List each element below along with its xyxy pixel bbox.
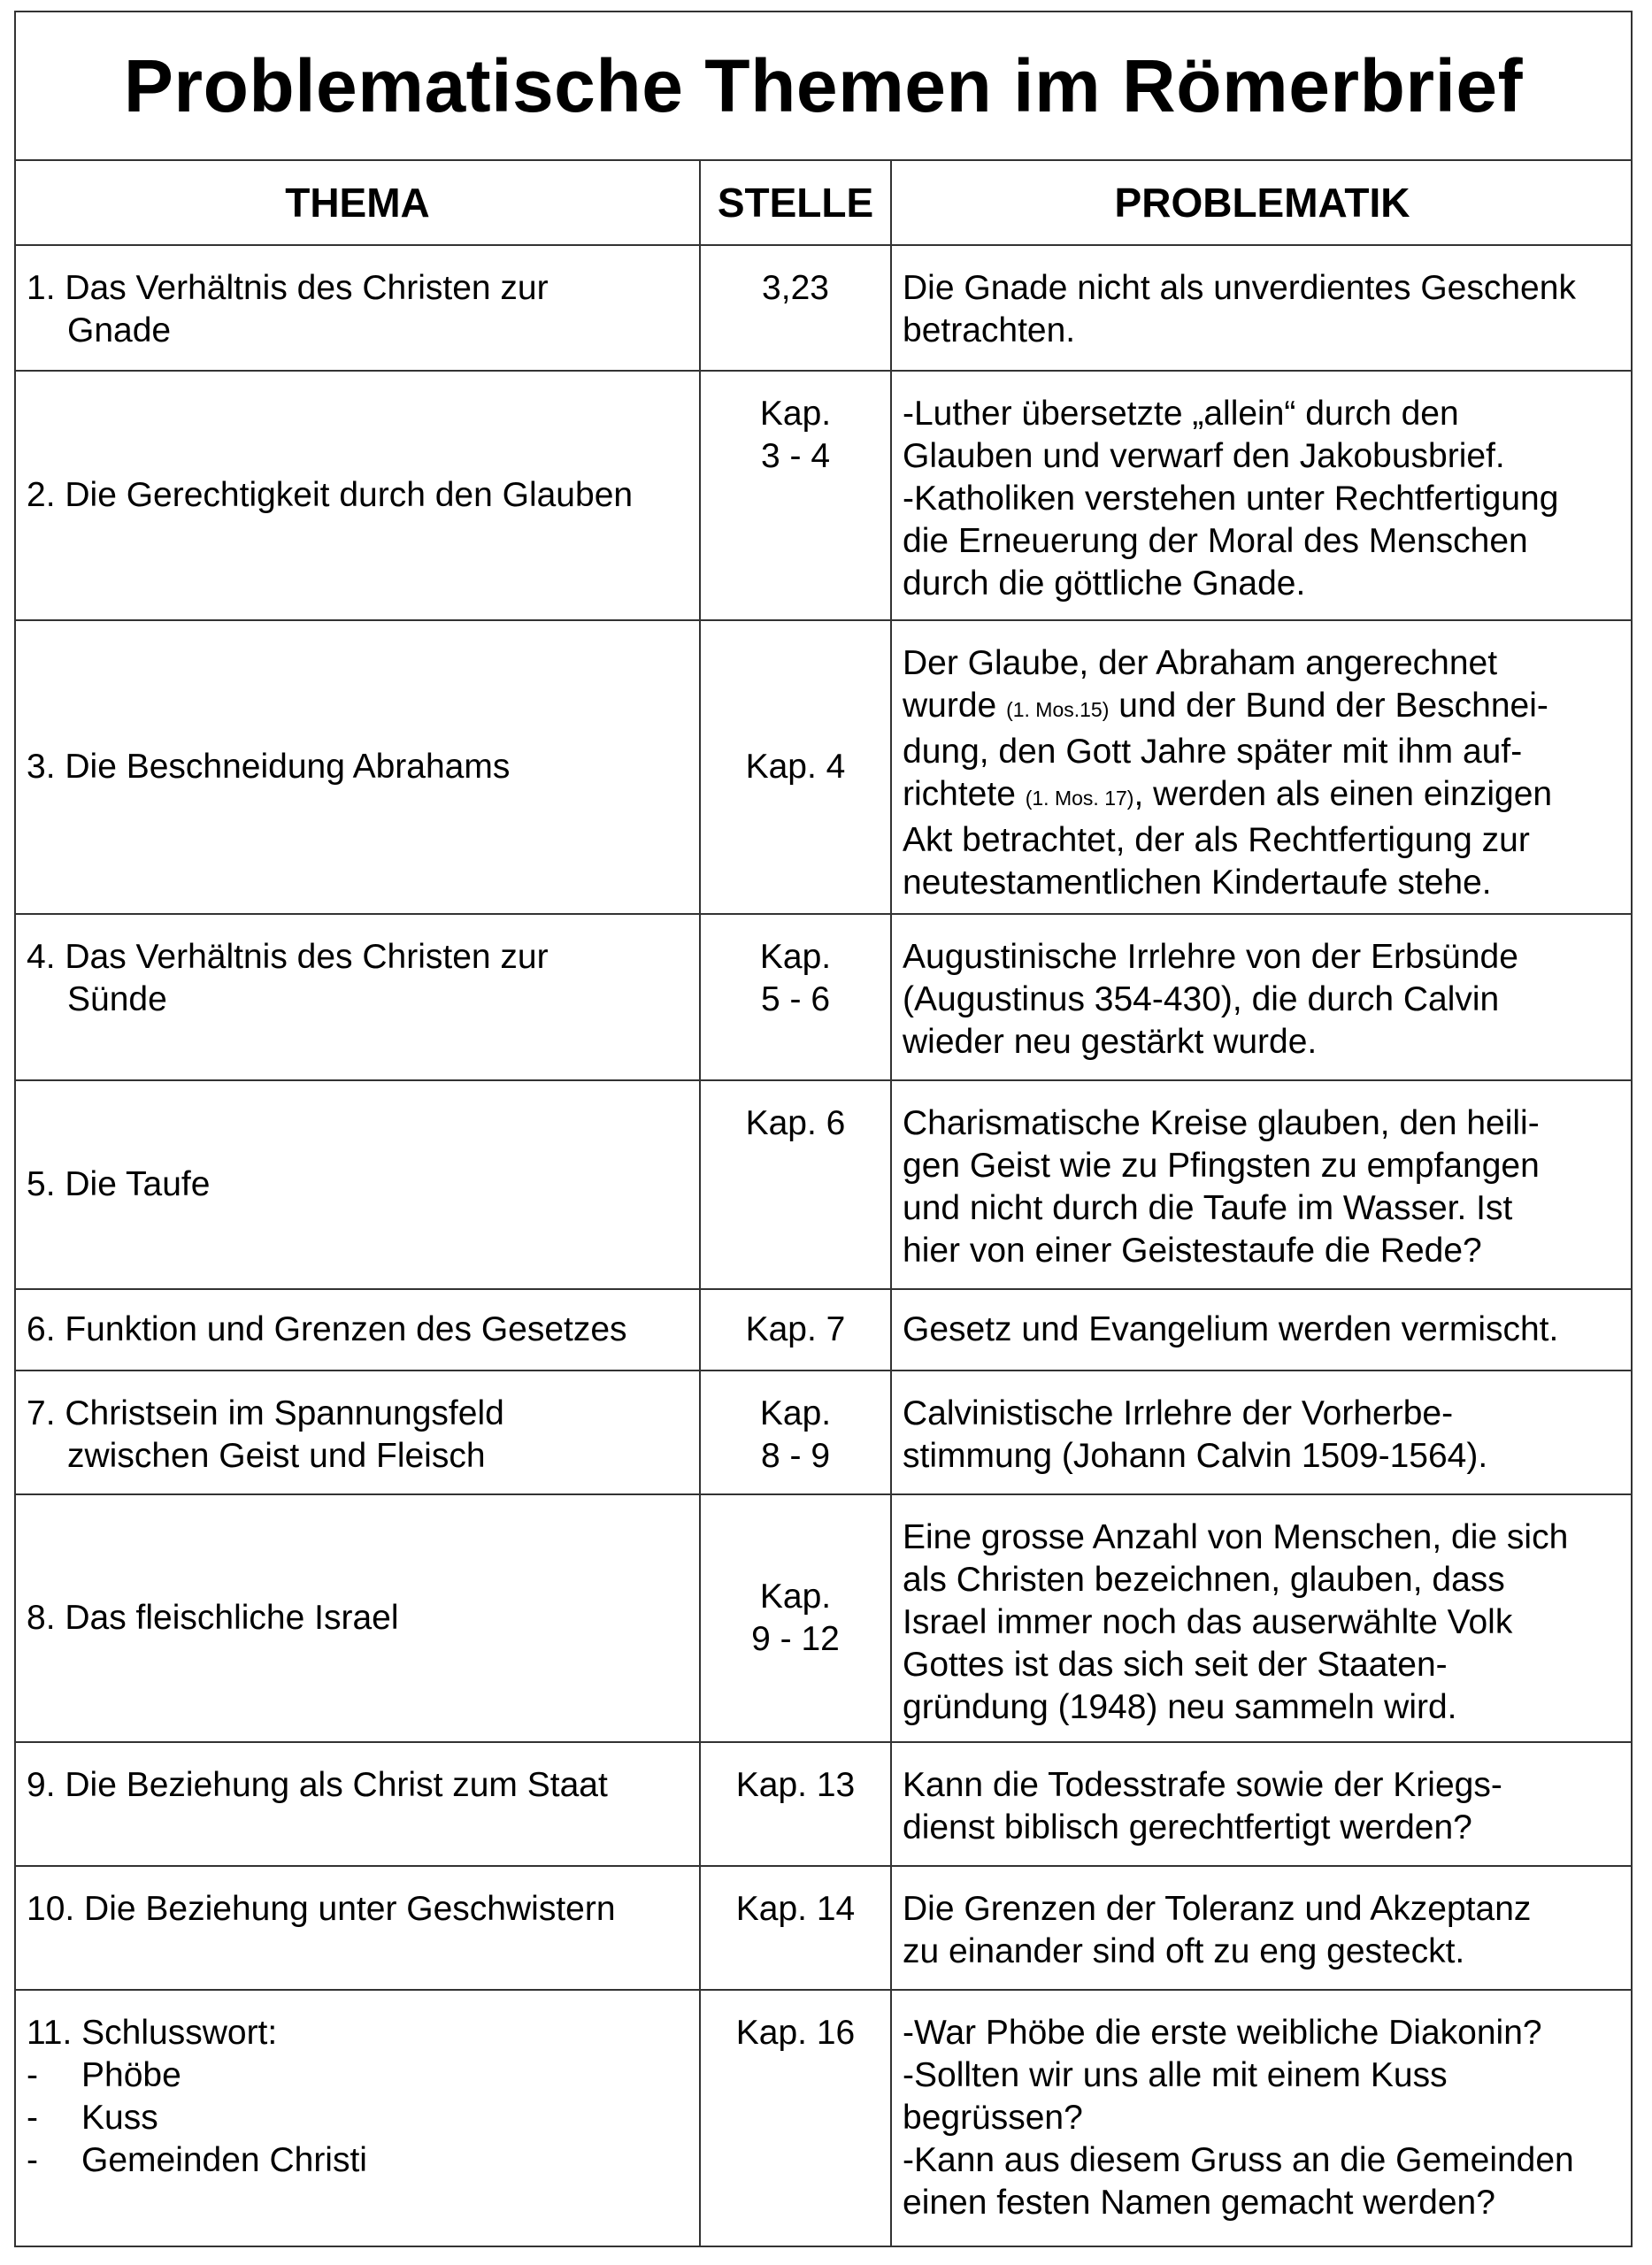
problematik-cell: -War Phöbe die erste weibliche Diakonin? -Sollten wir uns alle mit einem Kuss begrüssen? -Kann aus diesem Gruss an die Gemeinden einen festen Namen gemacht werden? — [903, 2014, 1574, 2222]
thema-cell: 2. Die Gerechtigkeit durch den Glauben — [16, 372, 701, 619]
problematik-cell: Kann die Todesstrafe sowie der Kriegs- dienst biblisch gerechtfertigt werden? — [903, 1766, 1502, 1847]
problematik-cell: -Luther übersetzte „allein“ durch den Glauben und verwarf den Jakobusbrief. -Katholiken verstehen unter Rechtfertigung die Erneuerung der Moral des Menschen durch die göttliche Gnade. — [903, 395, 1559, 603]
stelle-cell: Kap. 6 — [701, 1081, 892, 1288]
bible-reference: (1. Mos.15) — [1006, 698, 1110, 721]
thema-cell: 4. Das Verhältnis des Christen zur Sünde — [16, 915, 701, 1079]
table-row — [16, 1743, 1631, 1867]
stelle-cell: Kap. 16 — [701, 1991, 892, 2246]
problematik-cell: Die Grenzen der Toleranz und Akzeptanz zu einander sind oft zu eng gesteckt. — [903, 1890, 1532, 1970]
thema-cell: 6. Funktion und Grenzen des Gesetzes — [16, 1290, 701, 1370]
table-row — [16, 1867, 1631, 1991]
stelle-cell: 3,23 — [701, 246, 892, 370]
stelle-cell: Kap. 4 — [701, 621, 892, 913]
header-problematik: PROBLEMATIK — [1114, 180, 1410, 226]
thema-cell: 11. Schlusswort: - Phöbe - Kuss - Gemeinden Christi — [16, 1991, 701, 2246]
stelle-cell: Kap. 13 — [701, 1743, 892, 1865]
document-page — [14, 11, 1633, 2247]
table-header-row — [16, 161, 1631, 246]
stelle-cell: Kap. 5 - 6 — [701, 915, 892, 1079]
header-thema: THEMA — [16, 161, 701, 244]
problematik-cell: Eine grosse Anzahl von Menschen, die sich als Christen bezeichnen, glauben, dass Israel immer noch das auserwählte Volk Gottes ist das sich seit der Staaten- gründung (1948) neu sammeln wird. — [903, 1518, 1569, 1726]
list-item: - Gemeinden Christi — [27, 2141, 367, 2179]
table-row — [16, 1371, 1631, 1495]
table-row — [16, 915, 1631, 1081]
stelle-cell: Kap. 9 - 12 — [701, 1495, 892, 1741]
table-row — [16, 1290, 1631, 1371]
table-row — [16, 1081, 1631, 1290]
page-title: Problematische Themen im Römerbrief — [123, 43, 1524, 127]
stelle-cell: Kap. 7 — [701, 1290, 892, 1370]
thema-cell: 8. Das fleischliche Israel — [16, 1495, 701, 1741]
problematik-cell: Augustinische Irrlehre von der Erbsünde (Augustinus 354-430), die durch Calvin wieder neu gestärkt wurde. — [903, 938, 1518, 1061]
header-stelle: STELLE — [701, 161, 892, 244]
list-item: - Kuss — [27, 2099, 158, 2137]
bible-reference: (1. Mos. 17) — [1025, 787, 1134, 810]
stelle-cell: Kap. 14 — [701, 1867, 892, 1989]
table-row — [16, 246, 1631, 372]
thema-cell: 9. Die Beziehung als Christ zum Staat — [16, 1743, 701, 1865]
table-row — [16, 1495, 1631, 1743]
problematik-cell: Calvinistische Irrlehre der Vorherbe- stimmung (Johann Calvin 1509-1564). — [903, 1394, 1488, 1475]
table-row — [16, 621, 1631, 915]
problematik-cell: Der Glaube, der Abraham angerechnet wurde (1. Mos.15) und der Bund der Beschnei- dung, den Gott Jahre später mit ihm auf- richtete (1. Mos. 17), werden als einen einzigen Akt betrachtet, der als Rechtfertigung zur neutestamentlichen Kindertaufe stehe. — [903, 644, 1553, 902]
thema-cell: 7. Christsein im Spannungsfeld zwischen Geist und Fleisch — [16, 1371, 701, 1493]
table-row — [16, 372, 1631, 621]
stelle-cell: Kap. 3 - 4 — [701, 372, 892, 619]
problematik-cell: Charismatische Kreise glauben, den heili- gen Geist wie zu Pfingsten zu empfangen und nicht durch die Taufe im Wasser. Ist hier von einer Geistestaufe die Rede? — [903, 1104, 1540, 1270]
thema-cell: 3. Die Beschneidung Abrahams — [16, 621, 701, 913]
list-item: - Phöbe — [27, 2056, 181, 2094]
table-row — [16, 1991, 1631, 2246]
problematik-cell: Gesetz und Evangelium werden vermischt. — [903, 1310, 1559, 1348]
thema-cell: 10. Die Beziehung unter Geschwistern — [16, 1867, 701, 1989]
thema-cell: 5. Die Taufe — [16, 1081, 701, 1288]
stelle-cell: Kap. 8 - 9 — [701, 1371, 892, 1493]
title-row — [16, 12, 1631, 161]
thema-cell: 1. Das Verhältnis des Christen zur Gnade — [16, 246, 701, 370]
problematik-cell: Die Gnade nicht als unverdientes Geschenk betrachten. — [903, 269, 1576, 349]
